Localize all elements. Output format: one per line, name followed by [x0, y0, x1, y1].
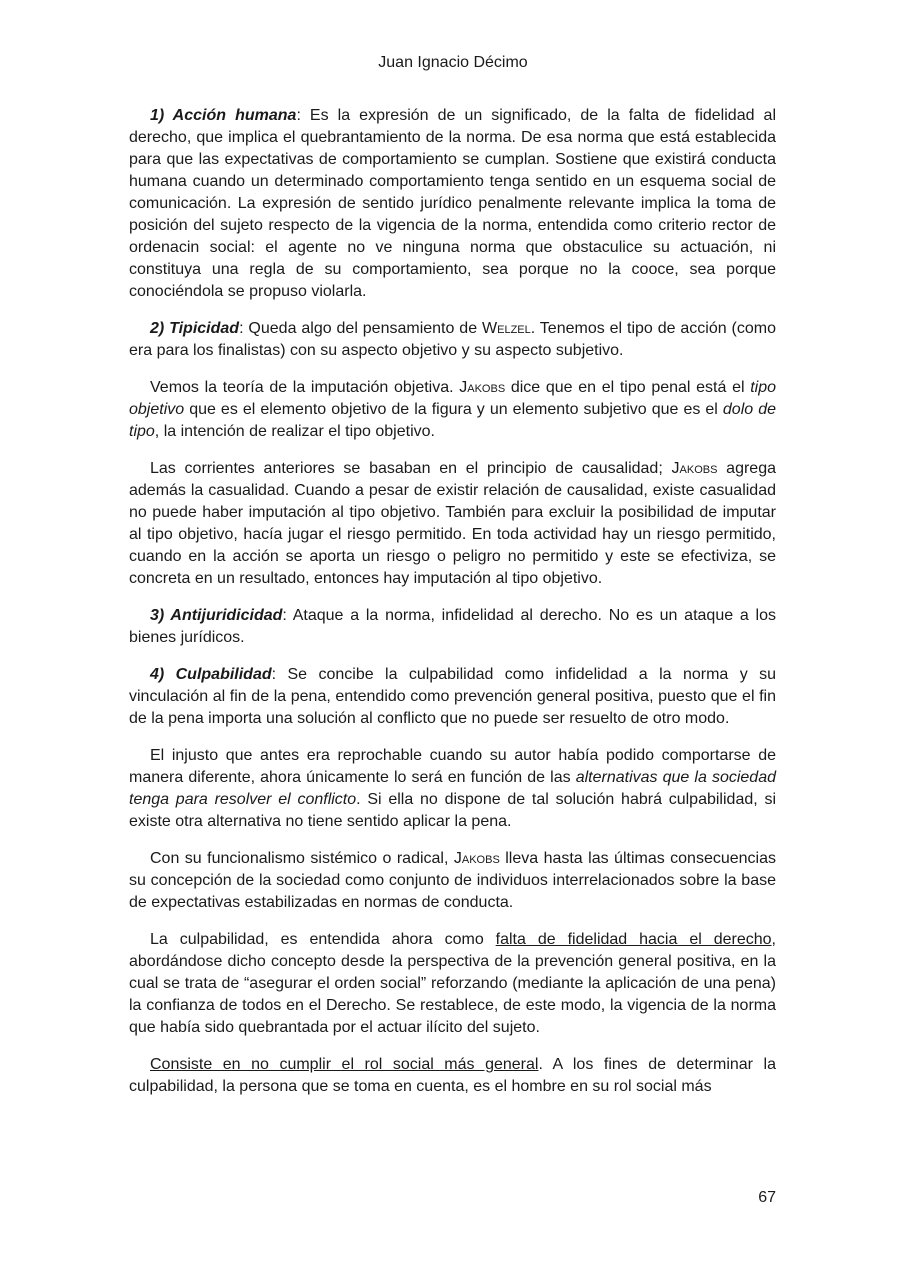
author-name-welzel: Welzel [482, 320, 531, 337]
paragraph-text: : Es la expresión de un significado, de la falta de fidelidad al derecho, que implica el quebrantamiento de la norma. De esa norma que está establecida para que las expectativas de comportamiento se cumplan. Sostiene que existirá conducta humana cuando un determinado comportamiento tenga sentido en un esquema social de comunicación. La expresión de sentido jurídico penalmente relevante implica la toma de posición del sujeto respecto de la vigencia de la norma, entendida como criterio rector de ordenacin social: el agente no ve ninguna norma que obstaculice su actuación, ni constituya una regla de su comportamiento, sea porque no la cooce, sea porque conociéndola se propuso violarla. [129, 107, 776, 300]
paragraph-text: lleva hasta las últimas consecuencias su concepción de la sociedad como conjunto de individuos interrelacionados sobre la base de expectativas estabilizadas en normas de conducta. [129, 850, 777, 911]
paragraph-text: Las corrientes anteriores se basaban en el principio de causalidad; [150, 460, 672, 477]
paragraph-accion-humana [129, 105, 776, 303]
heading-culpabilidad: 4) Culpabilidad [150, 666, 272, 683]
paragraph-text: agrega además la casualidad. Cuando a pesar de existir relación de causalidad, existe casualidad no puede haber imputación al tipo objetivo. También para excluir la posibilidad de imputar al tipo objetivo, hacía jugar el riesgo permitido. En toda actividad hay un riesgo permitido, cuando en la acción se aporta un riesgo o peligro no permitido y este se efectiviza, se concreta en un resultado, entonces hay imputación al tipo objetivo. [129, 460, 777, 587]
paragraph-text: dice que en el tipo penal está el [505, 379, 751, 396]
paragraph-tipicidad [129, 318, 776, 362]
author-name-jakobs: Jakobs [453, 850, 500, 867]
emphasis-dolo-de-tipo: dolo de tipo [129, 401, 776, 440]
paragraph-text: . Tenemos el tipo de acción (como era para los finalistas) con su aspecto objetivo y su aspecto subjetivo. [129, 320, 777, 359]
heading-tipicidad: 2) Tipicidad [150, 320, 240, 337]
paragraph-text: Vemos la teoría de la imputación objetiva. [150, 379, 460, 396]
paragraph-text: : Queda algo del pensamiento de [239, 320, 483, 337]
author-name-jakobs: Jakobs [671, 460, 718, 477]
heading-accion-humana: 1) Acción humana [150, 107, 297, 124]
paragraph-culpabilidad [129, 664, 776, 730]
paragraph-text: : Ataque a la norma, infidelidad al derecho. No es un ataque a los bienes jurídicos. [129, 607, 777, 646]
paragraph-text: , abordándose dicho concepto desde la perspectiva de la prevención general positiva, en la cual se trata de “asegurar el orden social” reforzando (mediante la aplicación de una pena) la confianza de todos en el Derecho. Se restablece, de este modo, la vigencia de la norma que había sido quebrantada por el actuar ilícito del sujeto. [129, 931, 776, 1036]
page-number: 67 [758, 1189, 776, 1206]
paragraph-causalidad [129, 458, 776, 590]
body-text [129, 105, 776, 1113]
emphasis-alternativas: alternativas que la sociedad tenga para resolver el conflicto [129, 769, 776, 808]
paragraph-text: que es el elemento objetivo de la figura y un elemento subjetivo que es el [184, 401, 723, 418]
paragraph-funcionalismo [129, 848, 776, 914]
paragraph-text: El injusto que antes era reprochable cuando su autor había podido comportarse de manera diferente, ahora únicamente lo será en función de las [129, 747, 776, 786]
paragraph-imputacion-objetiva [129, 377, 776, 443]
underlined-falta-de-fidelidad: falta de fidelidad hacia el derecho [495, 931, 772, 948]
underlined-rol-social: Consiste en no cumplir el rol social más general [150, 1056, 539, 1073]
running-header: Juan Ignacio Décimo [378, 54, 528, 71]
heading-antijuridicidad: 3) Antijuridicidad [150, 607, 283, 624]
paragraph-text: . A los fines de determinar la culpabilidad, la persona que se toma en cuenta, es el hombre en su rol social más [129, 1056, 777, 1095]
paragraph-rol-social [129, 1054, 776, 1098]
paragraph-text: Con su funcionalismo sistémico o radical, [150, 850, 454, 867]
paragraph-text: : Se concibe la culpabilidad como infidelidad a la norma y su vinculación al fin de la pena, entendido como prevención general positiva, puesto que el fin de la pena importa una solución al conflicto que no puede ser resuelto de otro modo. [129, 666, 777, 727]
paragraph-falta-de-fidelidad [129, 929, 776, 1039]
paragraph-text: La culpabilidad, es entendida ahora como [150, 931, 496, 948]
emphasis-tipo-objetivo: tipo objetivo [129, 379, 776, 418]
paragraph-injusto [129, 745, 776, 833]
paragraph-text: . Si ella no dispone de tal solución habrá culpabilidad, si existe otra alternativa no tiene sentido aplicar la pena. [129, 791, 776, 830]
paragraph-antijuridicidad [129, 605, 776, 649]
author-name-jakobs: Jakobs [459, 379, 506, 396]
paragraph-text: , la intención de realizar el tipo objetivo. [154, 423, 435, 440]
